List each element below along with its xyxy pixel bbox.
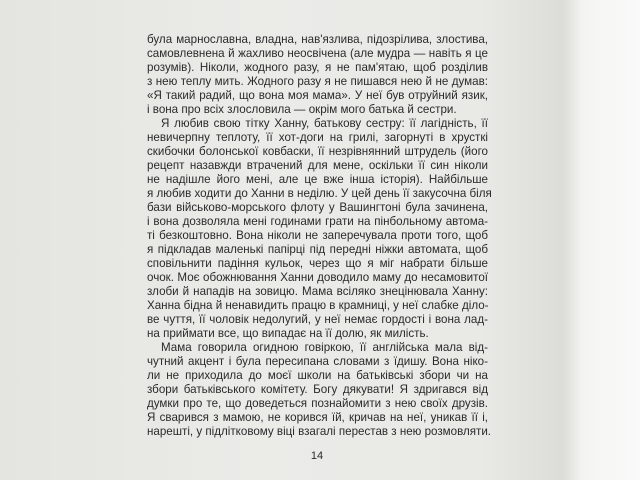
text-line: нарешті, у підлітковому віці взагалі перестав з нею розмовляти. (147, 425, 492, 438)
text-line: бази військово-морського флоту у Вашингтоні була зачинена, (147, 201, 488, 214)
text-line: розумів). Ніколи, жодного разу, я не пам'ятаю, щоб розділив (147, 61, 488, 74)
text-line: думки про те, що доведеться познайомити з нею своїх друзів. (147, 397, 488, 410)
text-line: Ханна бідна й ненавидить працю в крамниці, у неї слабке діло- (147, 299, 489, 312)
text-line: Я любив свою тітку Ханну, батькову сестру: її лагідність, її (161, 117, 488, 130)
text-line: на приймати все, що випадає на її долю, як милість. (147, 327, 429, 340)
text-line: невичерпну теплоту, її хот-доги на грилі, загорнуті в хрусткі (147, 131, 488, 144)
text-line: і вона дозволяла мені годинами грати на пінбольному автома- (147, 215, 488, 228)
text-line: збори батьківського комітету. Богу дякувати! Я здригався від (147, 383, 488, 396)
text-line: чутний акцент і була пересипана словами з їдишу. Вона ніко- (147, 355, 488, 368)
text-line: ті безкоштовно. Вона ніколи не заперечувала проти того, щоб (147, 229, 488, 242)
text-line: самовлевнена й жахливо неосвічена (але мудра — навіть я це (147, 47, 488, 60)
text-line: Мама говорила огидною говіркою, її англійська мала від- (161, 341, 488, 354)
paragraph (147, 117, 492, 341)
body-text (147, 33, 492, 439)
page-number-label: 14 (310, 450, 324, 462)
text-line: не надішле його мені, але це вже інша історія). Найбільше (147, 173, 488, 186)
text-line: очок. Моє обожнювання Ханни доводило маму до несамовитої (147, 271, 488, 284)
text-line: Я сварився з мамою, не корився їй, кричав на неї, уникав її і, (147, 411, 488, 424)
text-line: я любив ходити до Ханни в неділю. У цей день її закусочна біля (147, 187, 492, 200)
page-number (0, 450, 640, 462)
paragraph (147, 33, 488, 117)
text-line: я підкладав маленькі папірці під передні ніжки автомата, щоб (147, 243, 488, 256)
text-line: злоби й нападів на зовицю. Мама всіляко знецінювала Ханну: (147, 285, 488, 298)
text-line: скибочки болонської ковбаски, її незрівнянний штрудель (його (147, 145, 488, 158)
text-line: рецепт назавжди втрачений для мене, оскільки її син ніколи (147, 159, 488, 172)
text-line: і вона про всіх злословила — окрім мого батька й сестри. (147, 103, 457, 116)
text-line: сповільнити падіння кульок, через що я міг набрати більше (147, 257, 488, 270)
text-line: з нею теплу мить. Жодного разу я не пишався нею й не думав: (147, 75, 488, 88)
text-line: ве чуття, її чоловік недолугий, у неї немає гордості і вона лад- (147, 313, 488, 326)
paragraph (147, 341, 492, 439)
text-line: ли не приходила до моєї школи на батьківські збори чи на (147, 369, 488, 382)
text-line: була марнославна, владна, нав'язлива, підозрілива, злостива, (147, 33, 488, 46)
text-line: «Я такий радий, що вона моя мама». У неї був отруйний язик, (147, 89, 488, 102)
